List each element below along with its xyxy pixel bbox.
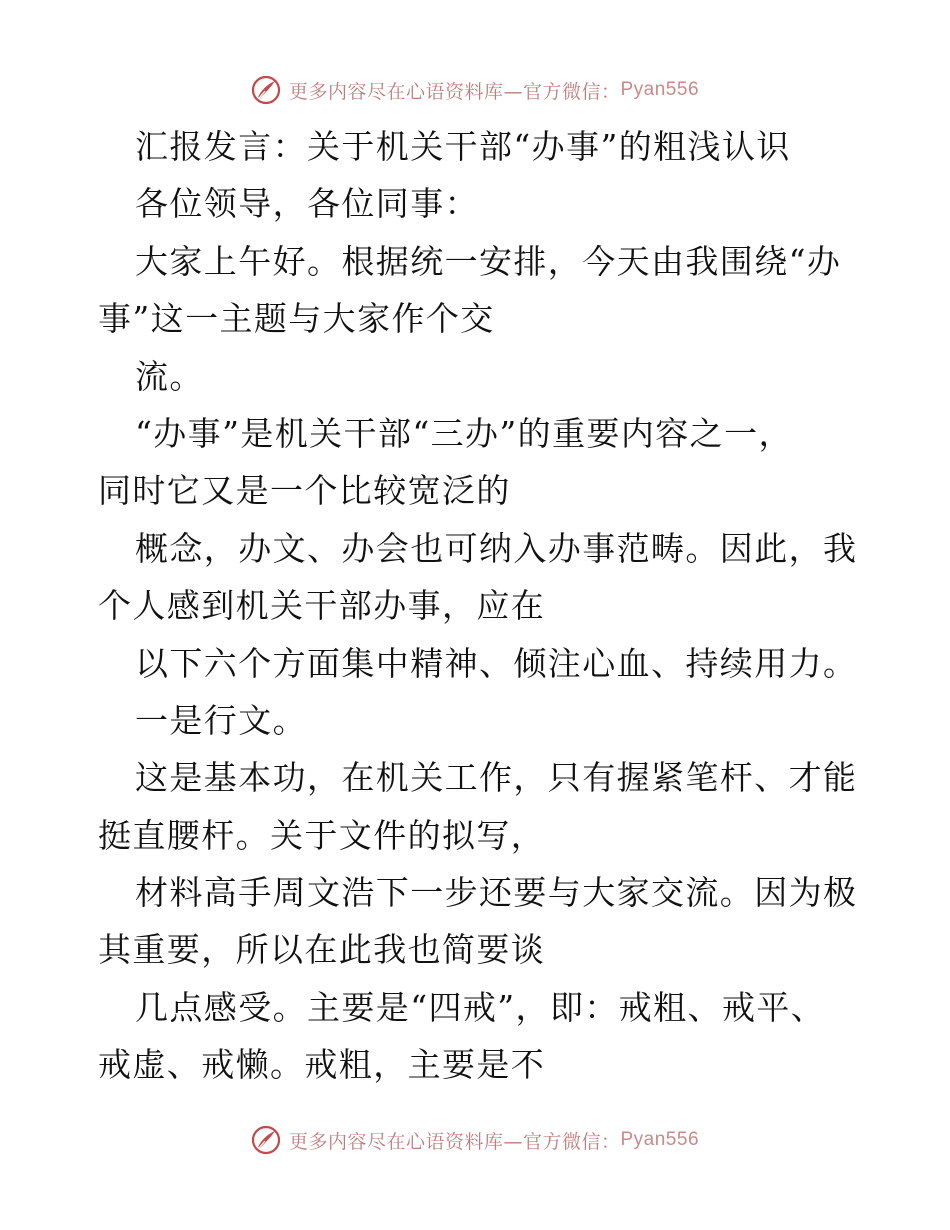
text-line: 几点感受。主要是“四戒”，即：戒粗、戒平、: [135, 987, 826, 1027]
text-line: 汇报发言：关于机关干部“办事”的粗浅认识: [135, 127, 791, 166]
text-line: 各位领导，各位同事：: [135, 184, 479, 224]
document-body: [98, 118, 858, 1094]
text-line: 流。: [135, 356, 204, 396]
watermark-handle: Pyan556: [620, 79, 700, 100]
text-line: 同时它又是一个比较宽泛的: [98, 471, 511, 511]
watermark-handle: Pyan556: [620, 1129, 700, 1150]
text-line: 大家上午好。根据统一安排，今天由我围绕“办: [135, 241, 842, 281]
quill-logo-icon: [251, 75, 281, 105]
text-line: 事”这一主题与大家作个交: [98, 299, 495, 339]
text-line: 个人感到机关干部办事，应在: [98, 586, 546, 626]
header-watermark: [0, 70, 950, 110]
text-line: 材料高手周文浩下一步还要与大家交流。因为极: [135, 873, 858, 913]
text-line: 戒虚、戒懒。戒粗，主要是不: [98, 1045, 546, 1085]
text-line: 挺直腰杆。关于文件的拟写，: [98, 815, 546, 855]
quill-logo-icon: [251, 1125, 281, 1155]
text-line: 以下六个方面集中精神、倾注心血、持续用力。: [135, 643, 858, 683]
watermark-text: 更多内容尽在心语资料库—官方微信：: [288, 1130, 621, 1153]
text-line: 其重要，所以在此我也简要谈: [98, 930, 546, 970]
text-line: “办事”是机关干部“三办”的重要内容之一，: [135, 413, 793, 453]
footer-watermark: [0, 1120, 950, 1160]
text-line: 一是行文。: [135, 700, 307, 740]
watermark-text: 更多内容尽在心语资料库—官方微信：: [288, 80, 621, 103]
text-line: 这是基本功，在机关工作，只有握紧笔杆、才能: [135, 758, 858, 798]
text-line: 概念，办文、办会也可纳入办事范畴。因此，我: [135, 528, 858, 568]
